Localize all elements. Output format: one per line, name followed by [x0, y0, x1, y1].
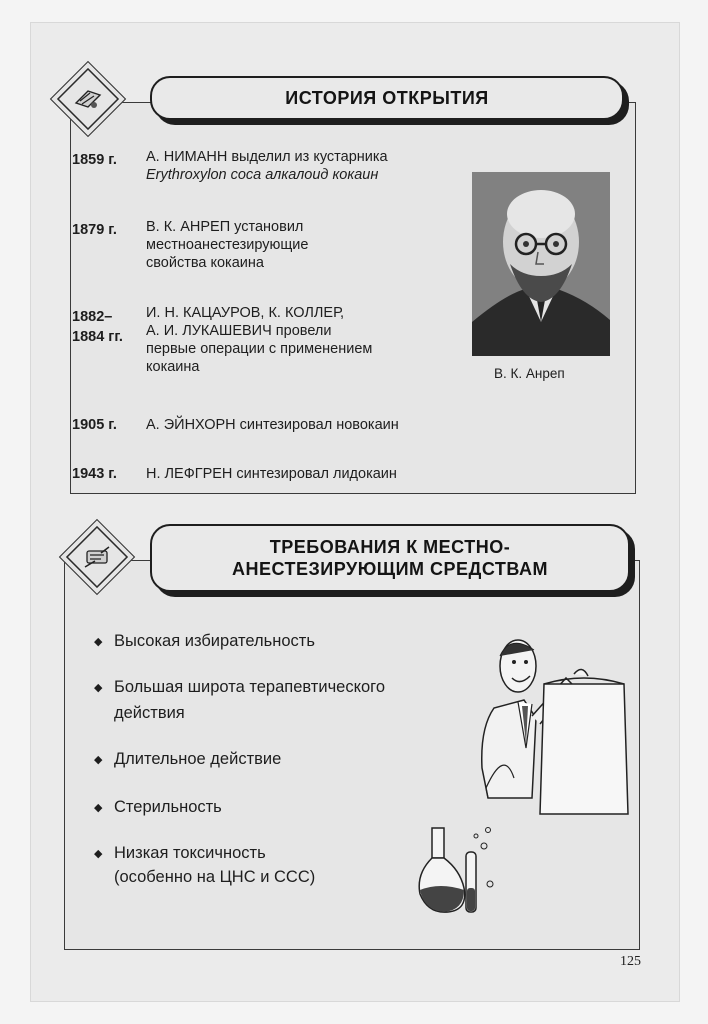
event-line: И. Н. КАЦАУРОВ, К. КОЛЛЕР,: [146, 305, 345, 321]
tools-icon: [72, 83, 104, 115]
event-text: [146, 416, 506, 434]
photo-caption: В. К. Анреп: [494, 366, 565, 381]
event-line: первые операции с применением: [146, 341, 373, 357]
bullet-icon: ◆: [94, 802, 103, 814]
requirement-text: Высокая избирательность: [114, 632, 315, 650]
portrait-image: [472, 172, 610, 356]
event-year: 1943 г.: [72, 466, 117, 482]
requirement-text: (особенно на ЦНС и ССС): [114, 868, 316, 886]
event-line: Н. ЛЕФГРЕН синтезировал лидокаин: [146, 466, 397, 482]
requirement-text: Большая широта терапевтического: [114, 678, 386, 696]
event-line: А. ЭЙНХОРН синтезировал новокаин: [146, 417, 399, 433]
event-line: В. К. АНРЕП установил: [146, 219, 304, 235]
anrep-portrait: [472, 172, 610, 356]
event-text: [146, 148, 476, 184]
event-text: [146, 218, 466, 272]
bullet-icon: ◆: [94, 848, 103, 860]
event-year: 1882– 1884 гг.: [72, 309, 123, 345]
title-line: ТРЕБОВАНИЯ К МЕСТНО-: [269, 537, 511, 557]
bullet-icon: ◆: [94, 754, 103, 766]
event-line: А. НИМАНН выделил из кустарника: [146, 149, 388, 165]
requirement-text: Длительное действие: [114, 750, 282, 768]
page-number: 125: [620, 954, 641, 969]
event-year: 1879 г.: [72, 222, 117, 238]
requirement-text: Низкая токсичность: [114, 844, 266, 862]
event-line: Erythroxylon coca алкалоид кокаин: [146, 167, 379, 183]
event-year: 1859 г.: [72, 152, 117, 168]
event-line: А. И. ЛУКАШЕВИЧ провели: [146, 323, 332, 339]
event-line: кокаина: [146, 359, 200, 375]
event-line: свойства кокаина: [146, 255, 264, 271]
title-line: АНЕСТЕЗИРУЮЩИМ СРЕДСТВАМ: [231, 559, 549, 579]
event-text: [146, 465, 506, 483]
event-text: [146, 304, 476, 376]
requirement-text: действия: [114, 704, 185, 722]
bullet-icon: ◆: [94, 682, 103, 694]
man-with-cloth-illustration: [474, 628, 634, 828]
requirements-title: [150, 524, 630, 592]
event-year: 1905 г.: [72, 417, 117, 433]
history-title: ИСТОРИЯ ОТКРЫТИЯ: [150, 76, 624, 120]
event-line: местноанестезирующие: [146, 237, 309, 253]
flasks-illustration: [414, 822, 504, 918]
instruments-icon: [81, 541, 113, 573]
requirement-text: Стерильность: [114, 798, 222, 816]
bullet-icon: ◆: [94, 636, 103, 648]
